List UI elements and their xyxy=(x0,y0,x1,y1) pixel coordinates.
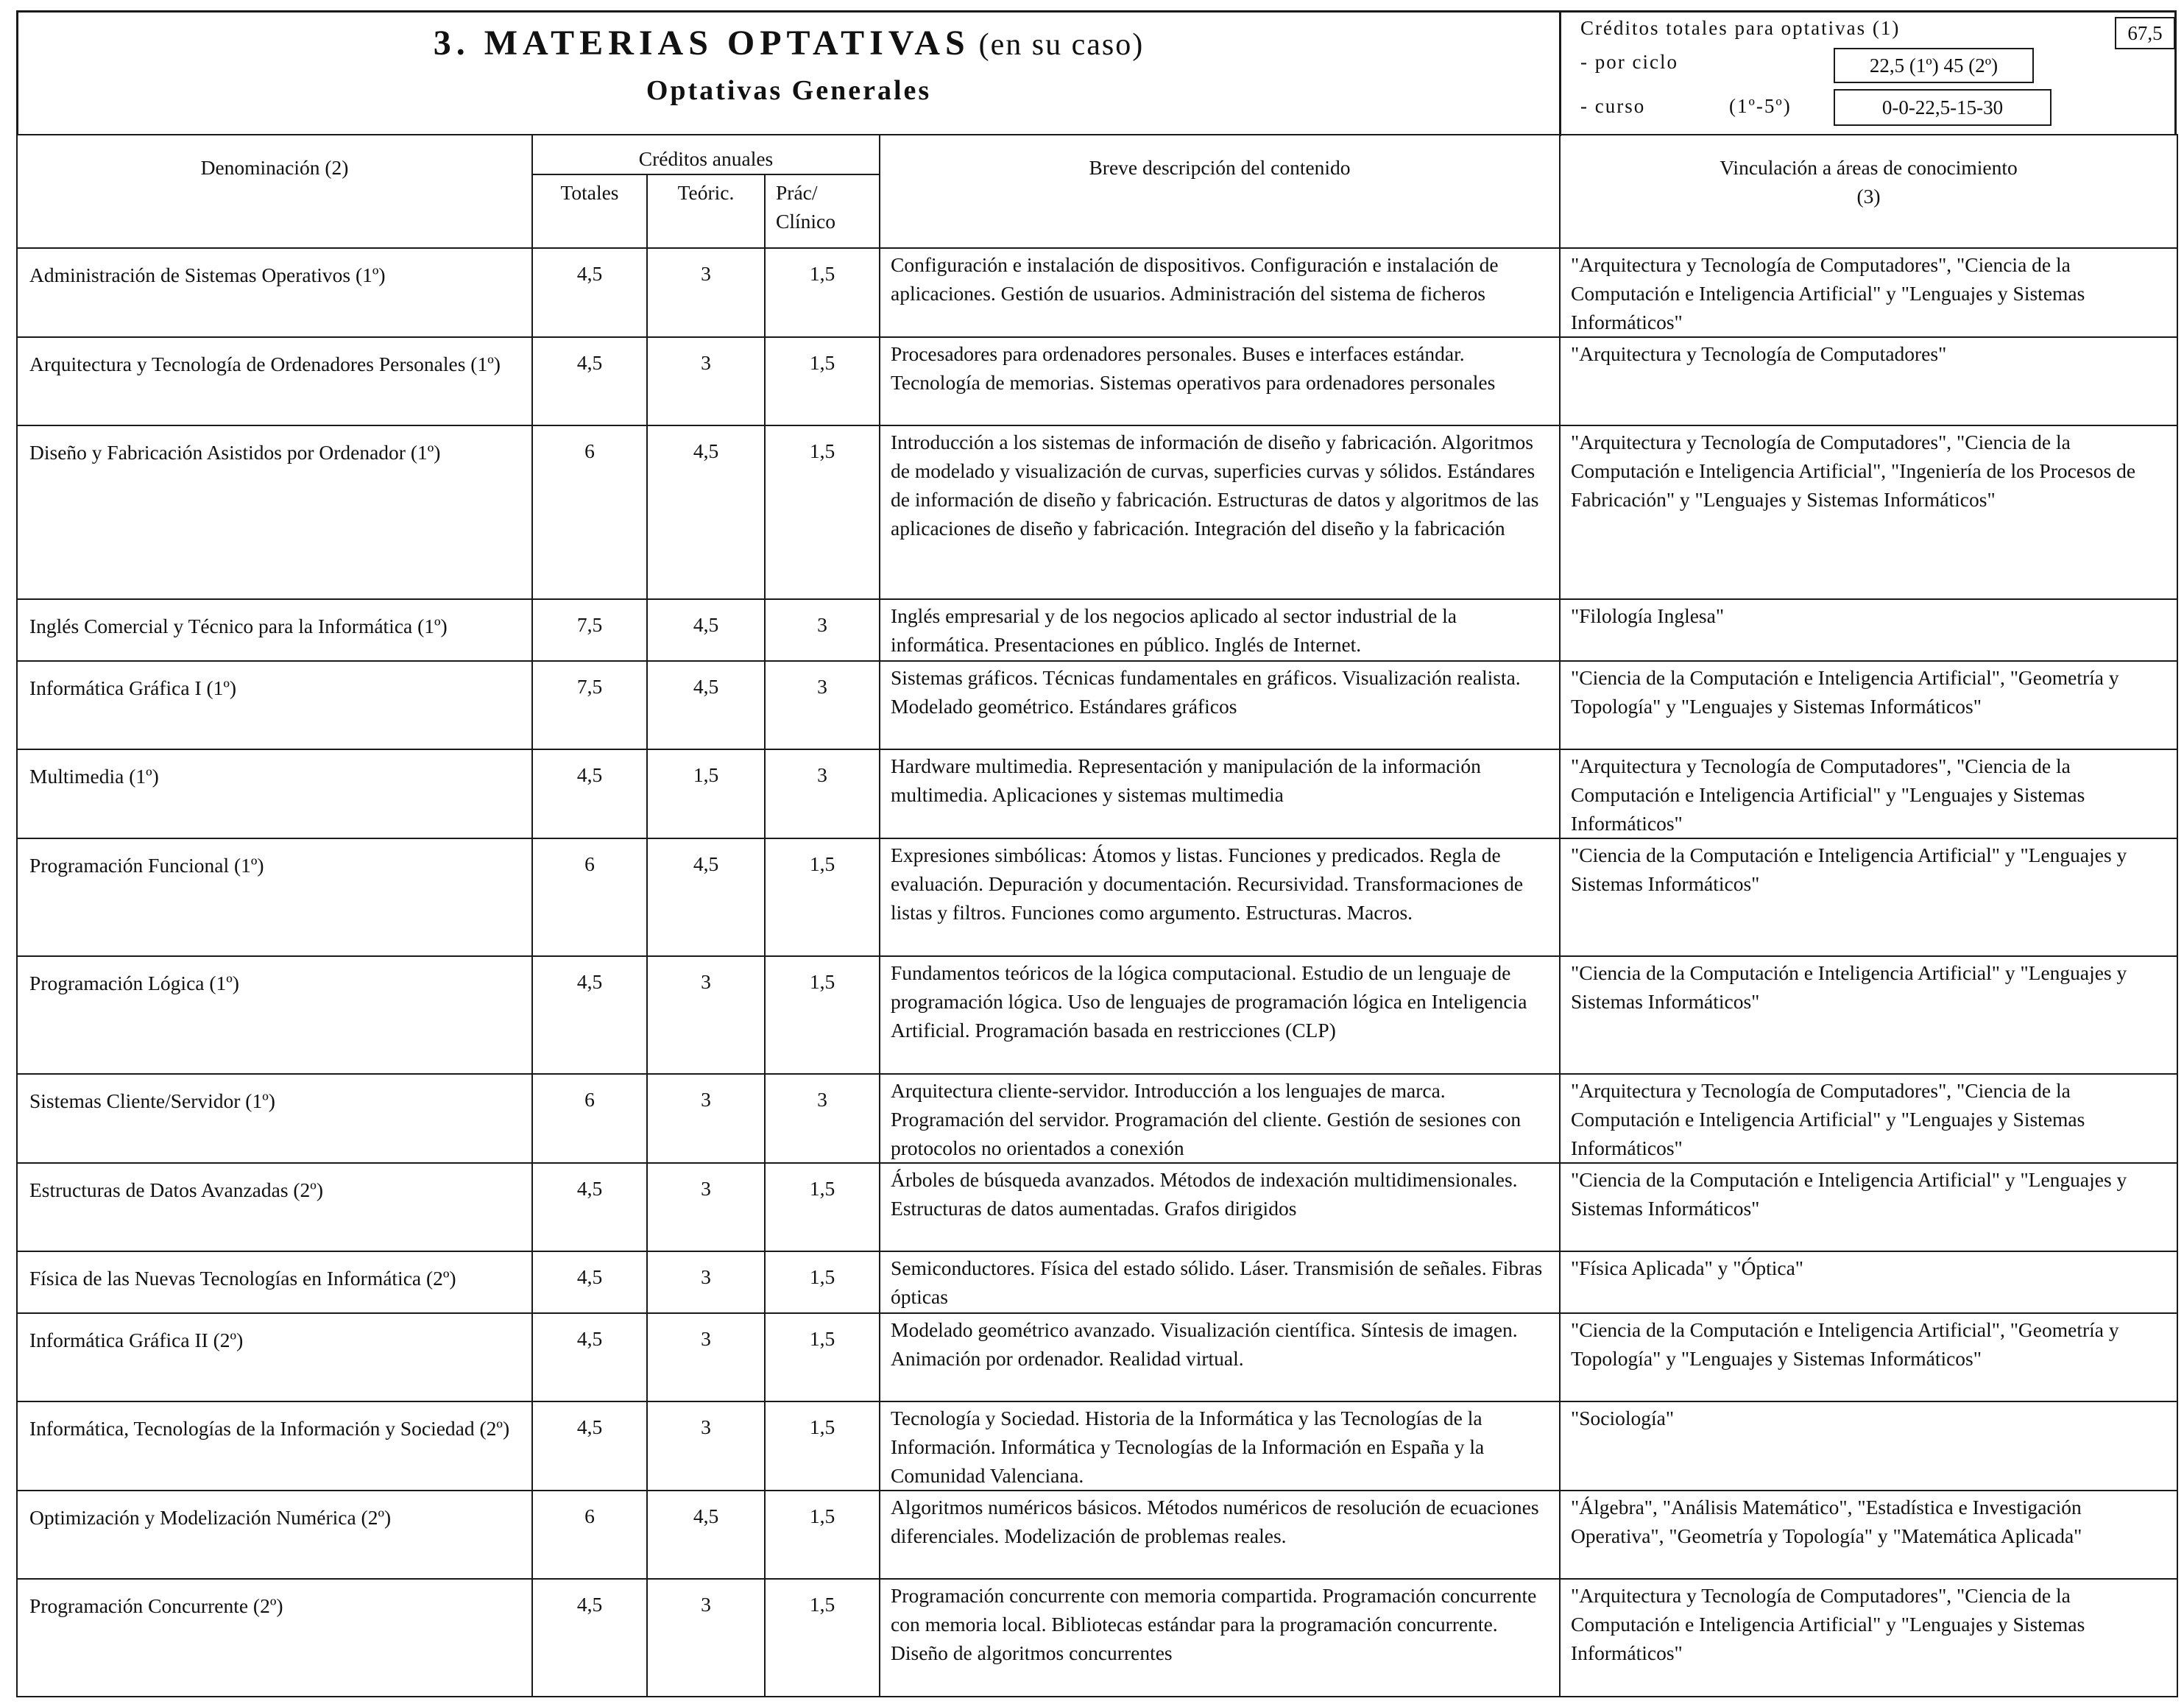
knowledge-areas: "Ciencia de la Computación e Inteligencia Artificial", "Geometría y Topología" y "Lenguajes y Sistemas Informáticos" xyxy=(1560,661,2177,749)
credits-theory: 3 xyxy=(647,1074,765,1163)
credits-theory: 3 xyxy=(647,337,765,425)
credits-theory: 4,5 xyxy=(647,425,765,599)
course-name: Sistemas Cliente/Servidor (1º) xyxy=(17,1074,532,1163)
credits-practice: 1,5 xyxy=(765,248,880,337)
column-header-description: Breve descripción del contenido xyxy=(880,135,1560,248)
course-description: Programación concurrente con memoria compartida. Programación concurrente con memoria local. Bibliotecas estándar para la programación concurrente. Diseño de algoritmos concurrentes xyxy=(880,1579,1560,1697)
credits-theory: 4,5 xyxy=(647,599,765,661)
course-name: Multimedia (1º) xyxy=(17,749,532,838)
course-name: Inglés Comercial y Técnico para la Informática (1º) xyxy=(17,599,532,661)
credits-practice: 1,5 xyxy=(765,1579,880,1697)
course-name: Programación Funcional (1º) xyxy=(17,838,532,956)
page-title-main: 3. MATERIAS OPTATIVAS xyxy=(433,24,970,63)
total-credits-value: 67,5 xyxy=(2115,17,2175,49)
column-header-areas xyxy=(1560,135,2177,248)
table-row xyxy=(17,1401,2177,1491)
credits-theory: 3 xyxy=(647,1313,765,1401)
credits-theory: 3 xyxy=(647,248,765,337)
course-name: Diseño y Fabricación Asistidos por Ordenador (1º) xyxy=(17,425,532,599)
table-row xyxy=(17,1579,2177,1697)
credits-practice: 1,5 xyxy=(765,337,880,425)
course-name: Informática, Tecnologías de la Información y Sociedad (2º) xyxy=(17,1401,532,1491)
optativas-table xyxy=(16,134,2178,1697)
credits-practice: 1,5 xyxy=(765,838,880,956)
curso-value: 0-0-22,5-15-30 xyxy=(1834,89,2052,126)
page-title xyxy=(18,23,1559,63)
course-description: Fundamentos teóricos de la lógica computacional. Estudio de un lenguaje de programación lógica. Uso de lenguajes de programación lógica en Inteligencia Artificial. Programación basada en restricciones (CLP) xyxy=(880,956,1560,1074)
document-sheet xyxy=(16,10,2177,1696)
knowledge-areas: "Álgebra", "Análisis Matemático", "Estadística e Investigación Operativa", "Geometría y Topología" y "Matemática Aplicada" xyxy=(1560,1491,2177,1579)
credits-total: 4,5 xyxy=(532,749,647,838)
credits-total: 4,5 xyxy=(532,1163,647,1251)
credits-total: 4,5 xyxy=(532,1579,647,1697)
credits-practice: 3 xyxy=(765,1074,880,1163)
course-description: Configuración e instalación de dispositivos. Configuración e instalación de aplicaciones. Gestión de usuarios. Administración del sistema de ficheros xyxy=(880,248,1560,337)
knowledge-areas: "Ciencia de la Computación e Inteligencia Artificial" y "Lenguajes y Sistemas Informáticos" xyxy=(1560,1163,2177,1251)
credits-total: 6 xyxy=(532,838,647,956)
course-name: Arquitectura y Tecnología de Ordenadores Personales (1º) xyxy=(17,337,532,425)
credits-practice: 1,5 xyxy=(765,1251,880,1313)
course-name: Informática Gráfica II (2º) xyxy=(17,1313,532,1401)
course-description: Hardware multimedia. Representación y manipulación de la información multimedia. Aplicaciones y sistemas multimedia xyxy=(880,749,1560,838)
table-row xyxy=(17,1491,2177,1579)
course-name: Administración de Sistemas Operativos (1º) xyxy=(17,248,532,337)
table-row xyxy=(17,425,2177,599)
credits-practice: 1,5 xyxy=(765,425,880,599)
credits-practice: 1,5 xyxy=(765,1491,880,1579)
credits-theory: 4,5 xyxy=(647,661,765,749)
credits-theory: 3 xyxy=(647,1251,765,1313)
table-row xyxy=(17,1074,2177,1163)
column-header-credits: Créditos anuales xyxy=(532,135,880,174)
header-title-block xyxy=(18,13,1561,136)
total-credits-label: Créditos totales para optativas (1) xyxy=(1580,17,1901,39)
course-description: Modelado geométrico avanzado. Visualización científica. Síntesis de imagen. Animación por ordenador. Realidad virtual. xyxy=(880,1313,1560,1401)
course-description: Algoritmos numéricos básicos. Métodos numéricos de resolución de ecuaciones diferenciales. Modelización de problemas reales. xyxy=(880,1491,1560,1579)
course-name: Optimización y Modelización Numérica (2º) xyxy=(17,1491,532,1579)
column-header-areas-label: Vinculación a áreas de conocimiento xyxy=(1720,156,2018,179)
course-description: Arquitectura cliente-servidor. Introducción a los lenguajes de marca. Programación del servidor. Programación del cliente. Gestión de sesiones con protocolos no orientados a conexión xyxy=(880,1074,1560,1163)
course-description: Semiconductores. Física del estado sólido. Láser. Transmisión de señales. Fibras ópticas xyxy=(880,1251,1560,1313)
credits-total: 6 xyxy=(532,1491,647,1579)
credits-practice: 1,5 xyxy=(765,956,880,1074)
column-header-practice: Prác/ Clínico xyxy=(765,174,880,248)
course-description: Expresiones simbólicas: Átomos y listas. Funciones y predicados. Regla de evaluación. Depuración y documentación. Recursividad. Transformaciones de listas y filtros. Funciones como argumento. Estructuras. Macros. xyxy=(880,838,1560,956)
course-description: Procesadores para ordenadores personales. Buses e interfaces estándar. Tecnología de memorias. Sistemas operativos para ordenadores personales xyxy=(880,337,1560,425)
credits-practice: 3 xyxy=(765,599,880,661)
course-description: Sistemas gráficos. Técnicas fundamentales en gráficos. Visualización realista. Modelado geométrico. Estándares gráficos xyxy=(880,661,1560,749)
credits-practice: 1,5 xyxy=(765,1313,880,1401)
table-row xyxy=(17,1163,2177,1251)
credits-theory: 4,5 xyxy=(647,838,765,956)
knowledge-areas: "Física Aplicada" y "Óptica" xyxy=(1560,1251,2177,1313)
table-header xyxy=(17,135,2177,248)
knowledge-areas: "Sociología" xyxy=(1560,1401,2177,1491)
credits-total: 4,5 xyxy=(532,1313,647,1401)
knowledge-areas: "Arquitectura y Tecnología de Computadores", "Ciencia de la Computación e Inteligencia Artificial" y "Lenguajes y Sistemas Informáticos" xyxy=(1560,248,2177,337)
page-title-note: (en su caso) xyxy=(978,28,1145,62)
table-row xyxy=(17,956,2177,1074)
course-name: Programación Lógica (1º) xyxy=(17,956,532,1074)
credits-theory: 3 xyxy=(647,1401,765,1491)
document-header xyxy=(16,10,2177,134)
course-name: Informática Gráfica I (1º) xyxy=(17,661,532,749)
ciclo-label: - por ciclo xyxy=(1580,51,1678,73)
credits-total: 4,5 xyxy=(532,337,647,425)
knowledge-areas: "Arquitectura y Tecnología de Computadores", "Ciencia de la Computación e Inteligencia Artificial" y "Lenguajes y Sistemas Informáticos" xyxy=(1560,749,2177,838)
table-row xyxy=(17,661,2177,749)
column-header-theory: Teóric. xyxy=(647,174,765,248)
course-description: Inglés empresarial y de los negocios aplicado al sector industrial de la informática. Presentaciones en público. Inglés de Internet. xyxy=(880,599,1560,661)
credits-theory: 3 xyxy=(647,1579,765,1697)
course-name: Física de las Nuevas Tecnologías en Informática (2º) xyxy=(17,1251,532,1313)
knowledge-areas: "Arquitectura y Tecnología de Computadores" xyxy=(1560,337,2177,425)
credits-total: 4,5 xyxy=(532,956,647,1074)
course-description: Tecnología y Sociedad. Historia de la Informática y las Tecnologías de la Información. Informática y Tecnologías de la Información en España y la Comunidad Valenciana. xyxy=(880,1401,1560,1491)
credits-theory: 3 xyxy=(647,1163,765,1251)
course-name: Programación Concurrente (2º) xyxy=(17,1579,532,1697)
column-header-totals: Totales xyxy=(532,174,647,248)
course-description: Árboles de búsqueda avanzados. Métodos de indexación multidimensionales. Estructuras de datos aumentadas. Grafos dirigidos xyxy=(880,1163,1560,1251)
credits-total: 6 xyxy=(532,425,647,599)
table-row xyxy=(17,749,2177,838)
credits-summary xyxy=(1561,13,2174,136)
knowledge-areas: "Ciencia de la Computación e Inteligencia Artificial", "Geometría y Topología" y "Lenguajes y Sistemas Informáticos" xyxy=(1560,1313,2177,1401)
credits-practice: 1,5 xyxy=(765,1401,880,1491)
table-row xyxy=(17,337,2177,425)
page-subtitle: Optativas Generales xyxy=(646,75,932,106)
credits-practice: 1,5 xyxy=(765,1163,880,1251)
credits-practice: 3 xyxy=(765,661,880,749)
curso-label: - curso xyxy=(1580,95,1646,117)
credits-total: 4,5 xyxy=(532,248,647,337)
curso-range: (1º-5º) xyxy=(1729,95,1792,117)
table-row xyxy=(17,838,2177,956)
table-body xyxy=(17,248,2177,1697)
knowledge-areas: "Arquitectura y Tecnología de Computadores", "Ciencia de la Computación e Inteligencia Artificial" y "Lenguajes y Sistemas Informáticos" xyxy=(1560,1579,2177,1697)
credits-theory: 1,5 xyxy=(647,749,765,838)
table-row xyxy=(17,248,2177,337)
course-name: Estructuras de Datos Avanzadas (2º) xyxy=(17,1163,532,1251)
table-row xyxy=(17,1313,2177,1401)
credits-total: 7,5 xyxy=(532,599,647,661)
course-description: Introducción a los sistemas de información de diseño y fabricación. Algoritmos de modelado y visualización de curvas, superficies curvas y sólidos. Estándares de información de diseño y fabricación. Estructuras de datos y algoritmos de las aplicaciones de diseño y fabricación. Integración del diseño y la fabricación xyxy=(880,425,1560,599)
knowledge-areas: "Ciencia de la Computación e Inteligencia Artificial" y "Lenguajes y Sistemas Informáticos" xyxy=(1560,838,2177,956)
column-header-areas-note: (3) xyxy=(1856,185,1881,208)
knowledge-areas: "Filología Inglesa" xyxy=(1560,599,2177,661)
column-header-name: Denominación (2) xyxy=(17,135,532,248)
credits-total: 6 xyxy=(532,1074,647,1163)
knowledge-areas: "Arquitectura y Tecnología de Computadores", "Ciencia de la Computación e Inteligencia Artificial", "Ingeniería de los Procesos de Fabricación" y "Lenguajes y Sistemas Informáticos" xyxy=(1560,425,2177,599)
credits-theory: 3 xyxy=(647,956,765,1074)
credits-practice: 3 xyxy=(765,749,880,838)
credits-total: 7,5 xyxy=(532,661,647,749)
ciclo-value: 22,5 (1º) 45 (2º) xyxy=(1834,48,2034,83)
credits-total: 4,5 xyxy=(532,1401,647,1491)
knowledge-areas: "Arquitectura y Tecnología de Computadores", "Ciencia de la Computación e Inteligencia Artificial" y "Lenguajes y Sistemas Informáticos" xyxy=(1560,1074,2177,1163)
credits-total: 4,5 xyxy=(532,1251,647,1313)
credits-theory: 4,5 xyxy=(647,1491,765,1579)
knowledge-areas: "Ciencia de la Computación e Inteligencia Artificial" y "Lenguajes y Sistemas Informáticos" xyxy=(1560,956,2177,1074)
table-row xyxy=(17,1251,2177,1313)
table-row xyxy=(17,599,2177,661)
